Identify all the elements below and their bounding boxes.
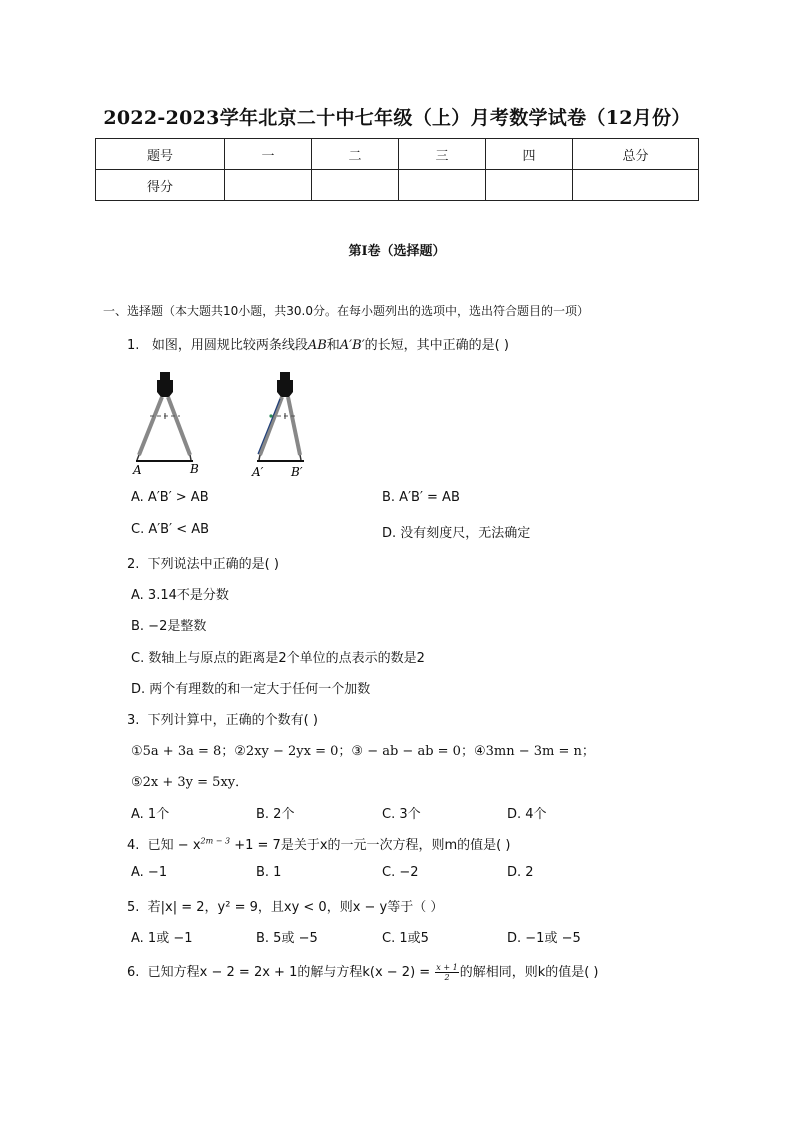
option-b[interactable]: B. 2个: [256, 807, 295, 822]
fraction-numerator: x + 1: [436, 963, 458, 972]
question-number: 6.: [127, 965, 140, 980]
label-A: A: [133, 463, 142, 477]
option-d[interactable]: D. 没有刻度尺，无法确定: [382, 526, 531, 541]
score-table: [95, 138, 699, 201]
question-number: 2.: [127, 557, 140, 572]
question-6: [127, 961, 599, 982]
question-5: [127, 896, 443, 915]
score-header-cell: 四: [486, 139, 573, 170]
score-cell[interactable]: [225, 170, 312, 201]
option-a[interactable]: A. 3.14不是分数: [131, 588, 229, 603]
option-d[interactable]: D. 两个有理数的和一定大于任何一个加数: [131, 682, 371, 697]
question-text: 下列计算中，正确的个数有( ): [147, 713, 318, 728]
score-header-cell: 一: [225, 139, 312, 170]
score-cell[interactable]: [399, 170, 486, 201]
label-A-prime: A′: [252, 465, 264, 479]
score-header-cell: 总分: [573, 139, 699, 170]
segment-label: A′B′: [339, 338, 365, 353]
option-a[interactable]: A. −1: [131, 865, 168, 880]
option-a[interactable]: A. 1或 −1: [131, 931, 193, 946]
option-d[interactable]: D. 2: [507, 865, 534, 880]
question-text: 如图，用圆规比较两条线段: [151, 338, 308, 353]
option-b[interactable]: B. 5或 −5: [256, 931, 318, 946]
fraction-denominator: 2: [444, 973, 450, 982]
question-number: 3.: [127, 713, 140, 728]
option-d[interactable]: D. −1或 −5: [507, 931, 581, 946]
score-header-cell: 三: [399, 139, 486, 170]
option-c[interactable]: C. 数轴上与原点的距离是2个单位的点表示的数是2: [131, 651, 425, 666]
question-text: 若|x| = 2，y² = 9，且xy < 0，则x − y等于（ ）: [147, 900, 444, 915]
option-b[interactable]: B. 1: [256, 865, 282, 880]
question-number: 4.: [127, 838, 140, 853]
option-c[interactable]: C. −2: [382, 865, 419, 880]
score-table-header-row: [96, 139, 699, 170]
question-number: 5.: [127, 900, 140, 915]
exponent: 2m − 3: [200, 836, 231, 846]
fraction: [435, 963, 458, 982]
score-header-cell: 题号: [96, 139, 225, 170]
option-c[interactable]: C. A′B′ < AB: [131, 522, 210, 537]
question-3: [127, 709, 318, 728]
option-a[interactable]: A. A′B′ > AB: [131, 490, 209, 505]
compass-right: [257, 372, 304, 461]
label-B-prime: B′: [291, 465, 303, 479]
part-title: 第Ⅰ卷（选择题）: [348, 244, 446, 259]
question-2: [127, 553, 279, 572]
option-c[interactable]: C. 3个: [382, 807, 421, 822]
score-cell[interactable]: [486, 170, 573, 201]
score-table-row: [96, 170, 699, 201]
score-row-label: 得分: [96, 170, 225, 201]
question-number: 1.: [127, 338, 140, 353]
question-text: 已知方程x − 2 = 2x + 1的解与方程k(x − 2) =: [147, 965, 435, 980]
question-text: 已知 − x: [147, 838, 201, 853]
question-4: [127, 834, 510, 853]
label-B: B: [190, 462, 199, 476]
compass-left: [136, 372, 193, 461]
compass-figure: [128, 368, 328, 480]
option-c[interactable]: C. 1或5: [382, 931, 429, 946]
question-text: +1 = 7是关于x的一元一次方程，则m的值是( ): [230, 838, 511, 853]
option-a[interactable]: A. 1个: [131, 807, 170, 822]
equation-list-line-1: ①5a + 3a = 8；②2xy − 2yx = 0；③ − ab − ab = 0；④3mn − 3m = n；: [131, 744, 595, 759]
question-text: 的解相同，则k的值是( ): [459, 965, 599, 980]
equation-list-line-2: ⑤2x + 3y = 5xy．: [131, 775, 249, 790]
score-header-cell: 二: [312, 139, 399, 170]
option-b[interactable]: B. A′B′ = AB: [382, 490, 460, 505]
question-text: 的长短，其中正确的是( ): [364, 338, 509, 353]
option-b[interactable]: B. −2是整数: [131, 619, 207, 634]
segment-label: AB: [307, 338, 327, 353]
exam-title: 2022-2023学年北京二十中七年级（上）月考数学试卷（12月份）: [103, 107, 691, 129]
question-text: 下列说法中正确的是( ): [147, 557, 279, 572]
section-heading: 一、选择题（本大题共10小题，共30.0分。在每小题列出的选项中，选出符合题目的一项）: [103, 304, 589, 318]
option-d[interactable]: D. 4个: [507, 807, 547, 822]
question-1: [127, 334, 509, 353]
question-text: 和: [326, 338, 340, 353]
score-cell[interactable]: [573, 170, 699, 201]
score-cell[interactable]: [312, 170, 399, 201]
